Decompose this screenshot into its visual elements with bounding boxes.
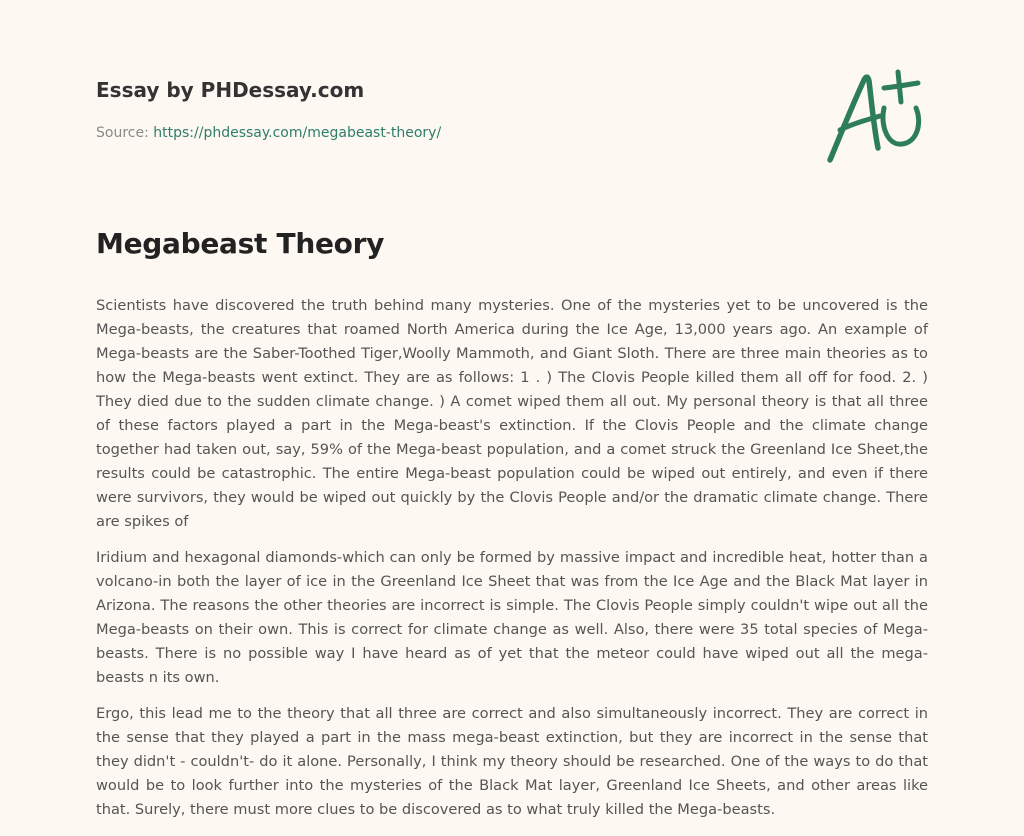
essay-body [96, 224, 928, 834]
source-link[interactable]: https://phdessay.com/megabeast-theory/ [153, 125, 442, 141]
essay-paragraph: Iridium and hexagonal diamonds-which can only be formed by massive impact and incredible heat, hotter than a volcano-in both the layer of ice in the Greenland Ice Sheet that was from the Ice Age and the Black Mat layer in Arizona. The reasons the other theories are incorrect is simple. The Clovis People simply couldn't wipe out all the Mega-beasts on their own. This is correct for climate change as well. Also, there were 35 total species of Mega-beasts. There is no possible way I have heard as of yet that the meteor could have wiped out all the mega-beasts n its own. [96, 549, 928, 686]
site-title: Essay by PHDessay.com [96, 78, 365, 102]
essay-paragraph: Scientists have discovered the truth behind many mysteries. One of the mysteries yet to be uncovered is the Mega-beasts, the creatures that roamed North America during the Ice Age, 13,000 years ago. An example of Mega-beasts are the Saber-Toothed Tiger,Woolly Mammoth, and Giant Sloth. There are three main theories as to how the Mega-beasts went extinct. They are as follows: 1 . ) The Clovis People killed them all off for food. 2. ) They died due to the sudden climate change. ) A comet wiped them all out. My personal theory is that all three of these factors played a part in the Mega-beast's extinction. If the Clovis People and the climate change together had taken out, say, 59% of the Mega-beast population, and a comet struck the Greenland Ice Sheet,the results could be catastrophic. The entire Mega-beast population could be wiped out entirely, and even if there were survivors, they would be wiped out quickly by the Clovis People and/or the dramatic climate change. There are spikes of [96, 297, 928, 530]
essay-paragraph: Ergo, this lead me to the theory that all three are correct and also simultaneously incorrect. They are correct in the sense that they played a part in the mass mega-beast extinction, but they are incorrect in the sense that they didn't - couldn't- do it alone. Personally, I think my theory should be researched. One of the ways to do that would be to look further into the mysteries of the Black Mat layer, Greenland Ice Sheets, and other areas like that. Surely, there must more clues to be discovered as to what truly killed the Mega-beasts. [96, 705, 928, 818]
page-title: Megabeast Theory [96, 227, 385, 260]
a-plus-logo-icon [822, 66, 928, 166]
source-line [96, 124, 696, 142]
essay-header [96, 76, 696, 142]
source-label: Source: [96, 125, 154, 141]
